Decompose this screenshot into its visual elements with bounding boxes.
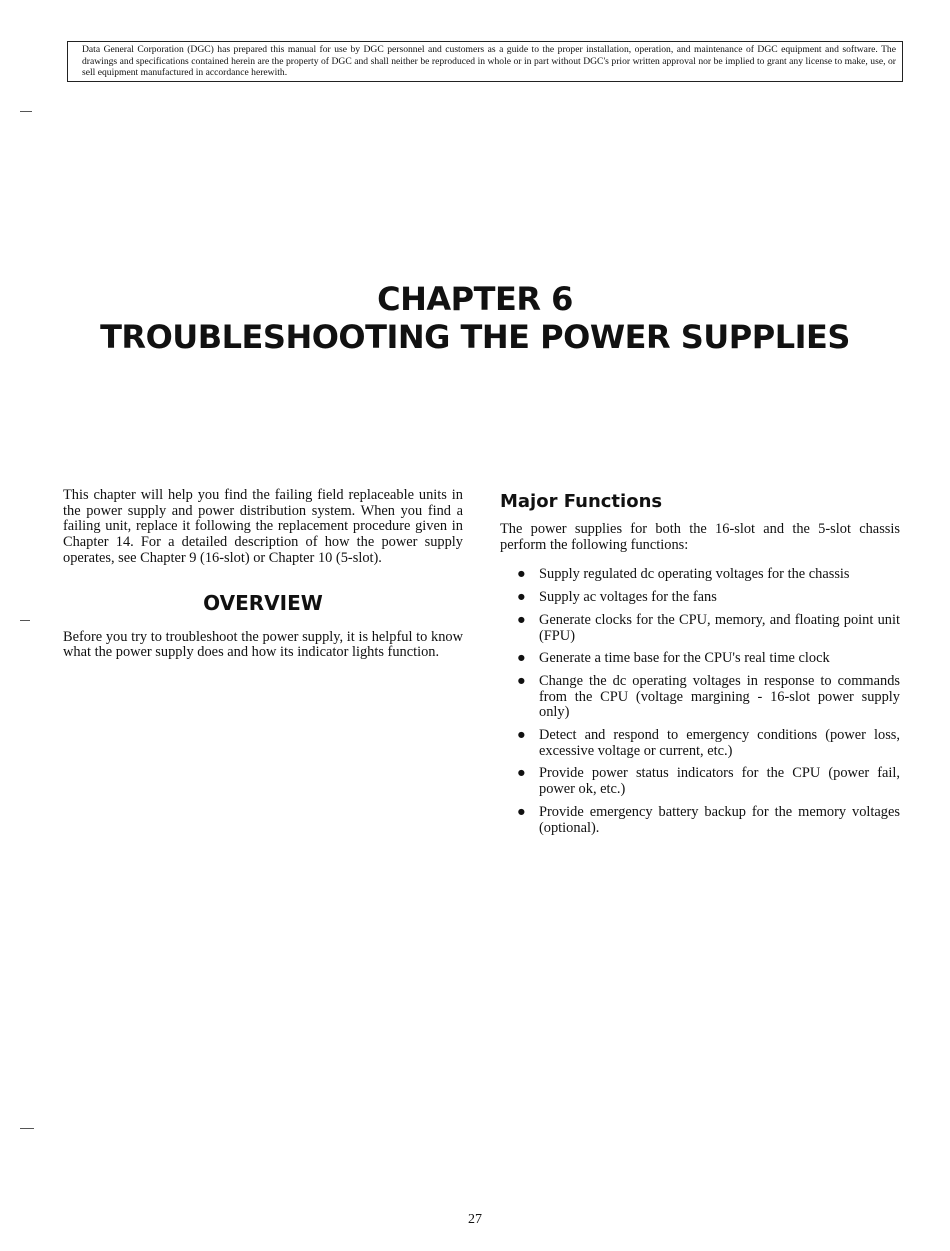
right-column (500, 488, 900, 843)
bullet-icon: ● (517, 566, 526, 583)
margin-mark (20, 1128, 34, 1129)
chapter-title: TROUBLESHOOTING THE POWER SUPPLIES (100, 318, 850, 356)
left-column (63, 488, 463, 661)
bullet-icon: ● (517, 765, 526, 782)
overview-heading: OVERVIEW (203, 590, 323, 615)
copyright-notice: Data General Corporation (DGC) has prepared this manual for use by DGC personnel and customers as a guide to the proper installation, operation, and maintenance of DGC equipment and software. The drawings and specifications contained herein are the property of DGC and shall neither be reproduced in whole or in part without DGC's prior written approval nor be implied to grant any license to make, use, or sell equipment manufactured in accordance herewith. (67, 41, 903, 82)
major-functions-heading: Major Functions (500, 491, 663, 512)
list-item: ● Provide power status indicators for the CPU (power fail, power ok, etc.) (517, 765, 900, 798)
list-item: ● Supply ac voltages for the fans (517, 589, 717, 606)
bullet-icon: ● (517, 727, 526, 744)
intro-paragraph: This chapter will help you find the failing field replaceable units in the power supply and power distribution system. When you find a failing unit, replace it following the replacement procedure given in Chapter 14. For a detailed description of how the power supply operates, see Chapter 9 (16-slot) or Chapter 10 (5-slot). (63, 487, 463, 566)
list-item: ● Provide emergency battery backup for the memory voltages (optional). (517, 803, 900, 836)
margin-mark (20, 620, 30, 621)
margin-mark (20, 111, 32, 112)
major-functions-intro: The power supplies for both the 16-slot and the 5-slot chassis perform the following functions: (500, 521, 900, 553)
bullet-icon: ● (517, 650, 526, 667)
functions-list (500, 567, 900, 836)
bullet-icon: ● (517, 803, 526, 820)
list-item: ● Generate a time base for the CPU's real time clock (517, 650, 830, 667)
bullet-icon: ● (517, 589, 526, 606)
overview-paragraph: Before you try to troubleshoot the power supply, it is helpful to know what the power supply does and how its indicator lights function. (63, 628, 463, 661)
chapter-number: CHAPTER 6 (377, 280, 573, 318)
page-number: 27 (468, 1212, 482, 1227)
list-item: ● Detect and respond to emergency conditions (power loss, excessive voltage or current, etc.) (517, 727, 900, 759)
bullet-icon: ● (517, 611, 526, 628)
list-item: ● Change the dc operating voltages in response to commands from the CPU (voltage margining - 16-slot power supply only) (517, 672, 900, 721)
list-item: ● Supply regulated dc operating voltages for the chassis (517, 566, 850, 583)
list-item: ● Generate clocks for the CPU, memory, and floating point unit (FPU) (517, 611, 900, 644)
bullet-icon: ● (517, 672, 526, 689)
